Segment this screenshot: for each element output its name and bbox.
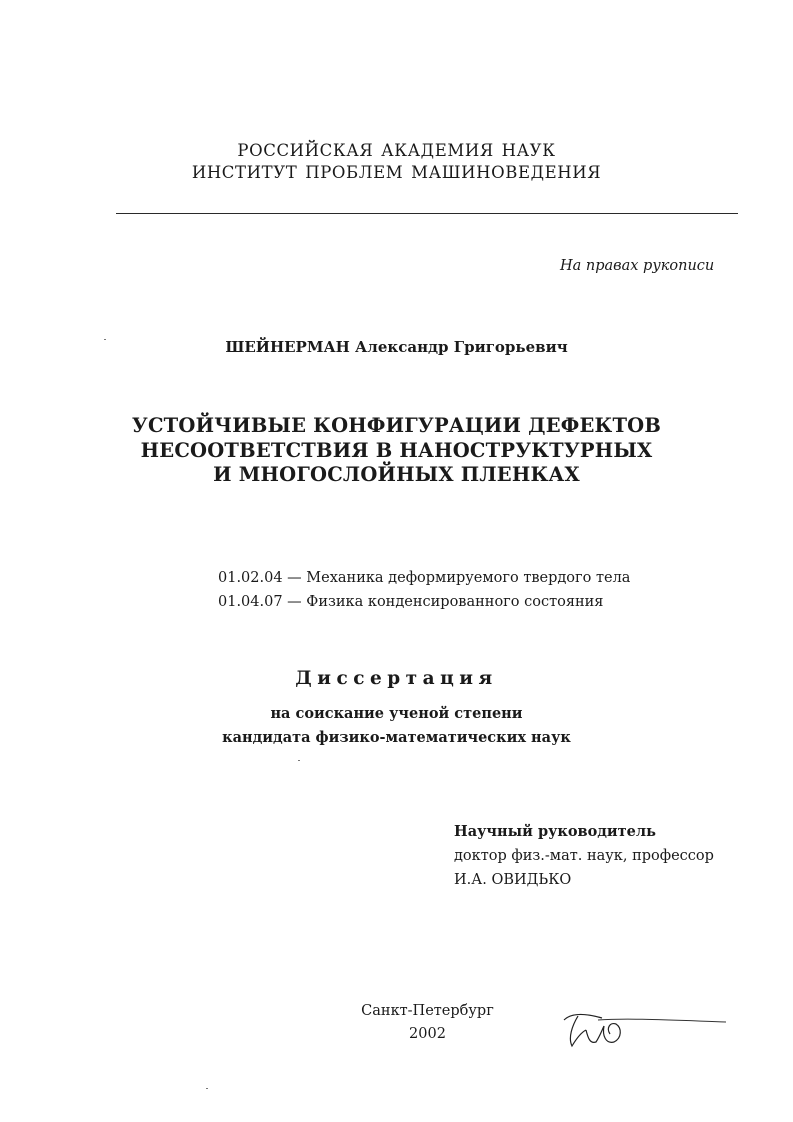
place-name: Санкт-Петербург xyxy=(361,1003,494,1019)
signature-mark xyxy=(558,1006,730,1052)
year: 2002 xyxy=(409,1026,446,1042)
scan-speck xyxy=(298,760,300,761)
advisor-name: И.А. ОВИДЬКО xyxy=(454,872,572,888)
degree-line-1: на соискание ученой степени xyxy=(270,705,523,722)
title-line-2: НЕСООТВЕТСТВИЯ В НАНОСТРУКТУРНЫХ xyxy=(140,439,653,462)
specialty-2: 01.04.07 — Физика конденсированного состояния xyxy=(218,594,604,610)
advisor-credentials: доктор физ.-мат. наук, профессор xyxy=(454,848,714,864)
header-divider xyxy=(116,213,738,214)
author-name: ШЕЙНЕРМАН Александр Григорьевич xyxy=(225,338,568,356)
institute-name: ИНСТИТУТ ПРОБЛЕМ МАШИНОВЕДЕНИЯ xyxy=(191,163,602,182)
rights-note: На правах рукописи xyxy=(560,258,715,274)
work-type: Диссертация xyxy=(295,668,498,689)
academy-name: РОССИЙСКАЯ АКАДЕМИЯ НАУК xyxy=(237,141,556,160)
title-line-3: И МНОГОСЛОЙНЫХ ПЛЕНКАХ xyxy=(213,463,580,486)
degree-line-2: кандидата физико-математических наук xyxy=(222,729,571,746)
specialty-1: 01.02.04 — Механика деформируемого твердого тела xyxy=(218,570,631,586)
advisor-label: Научный руководитель xyxy=(454,823,656,840)
title-line-1: УСТОЙЧИВЫЕ КОНФИГУРАЦИИ ДЕФЕКТОВ xyxy=(131,414,662,437)
scan-speck xyxy=(104,339,106,340)
scan-speck xyxy=(206,1088,208,1089)
